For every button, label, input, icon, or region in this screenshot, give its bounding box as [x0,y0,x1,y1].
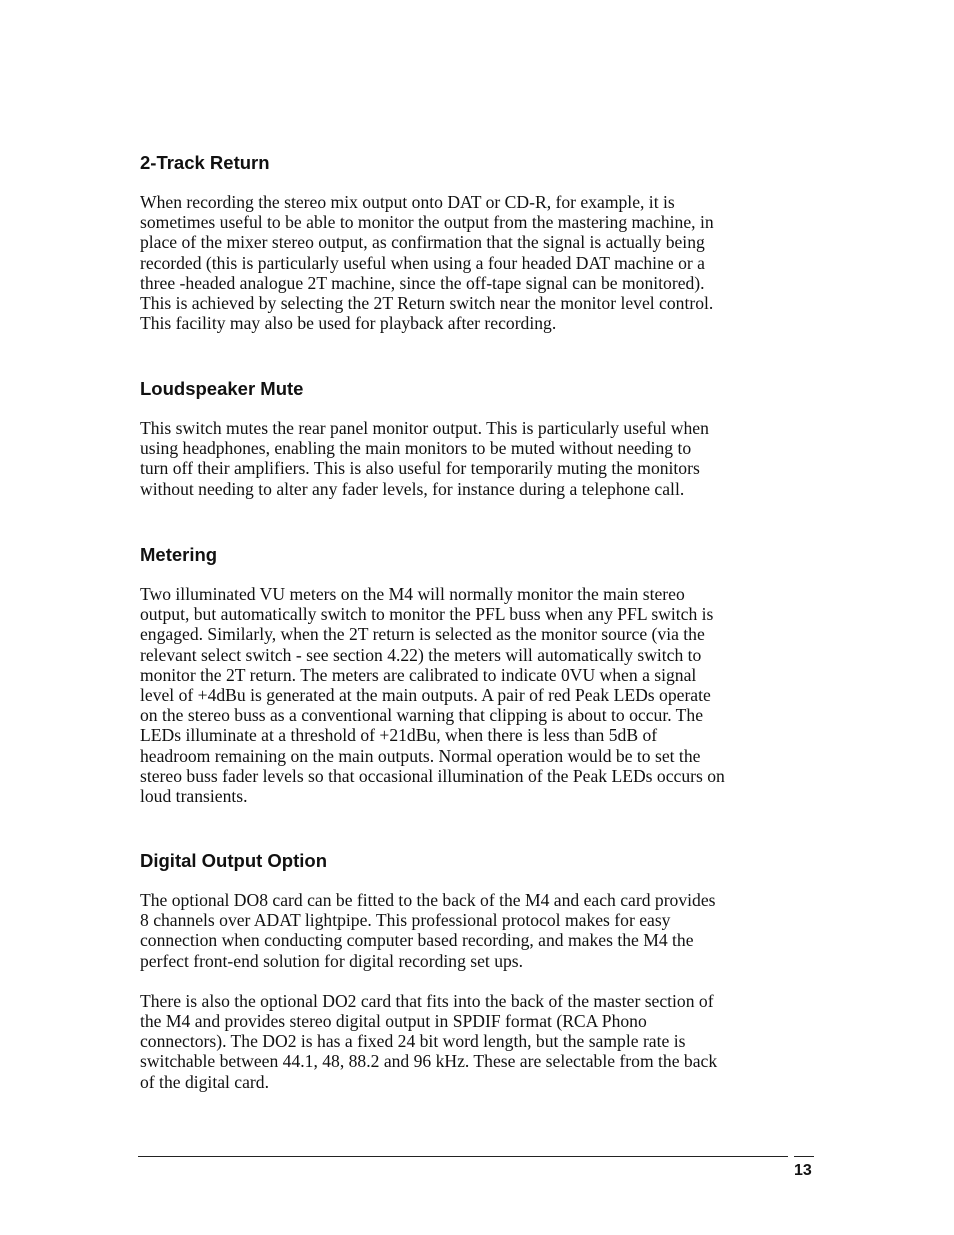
section-loudspeaker-mute [140,378,820,499]
section-2-track-return [140,152,820,333]
section-heading: Metering [140,544,218,565]
section-paragraph: The optional DO8 card can be fitted to the back of the M4 and each card provides 8 channels over ADAT lightpipe. This professional protocol makes for easy connection when conducting computer based recording, and makes the M4 the perfect front-end solution for digital recording set ups. [140,890,716,971]
section-metering [140,544,820,806]
section-paragraph: Two illuminated VU meters on the M4 will normally monitor the main stereo output, but automatically switch to monitor the PFL buss when any PFL switch is engaged. Similarly, when the 2T return is selected as the monitor source (via the relevant select switch - see section 4.22) the meters will automatically switch to monitor the 2T return. The meters are calibrated to indicate 0VU when a signal level of +4dBu is generated at the main outputs. A pair of red Peak LEDs operate on the stereo buss as a conventional warning that clipping is about to occur. The LEDs illuminate at a threshold of +21dBu, when there is less than 5dB of headroom remaining on the main outputs. Normal operation would be to set the stereo buss fader levels so that occasional illumination of the Peak LEDs occurs on loud transients. [140,584,725,807]
section-heading: Loudspeaker Mute [140,378,304,399]
footer-rule [138,1156,788,1157]
section-heading: 2-Track Return [140,152,270,173]
section-digital-output-option [140,850,820,1092]
section-paragraph: There is also the optional DO2 card that fits into the back of the master section of the M4 and provides stereo digital output in SPDIF format (RCA Phono connectors). The DO2 is has a fixed 24 bit word length, but the sample rate is switchable between 44.1, 48, 88.2 and 96 kHz. These are selectable from the back of the digital card. [140,990,718,1092]
page-number-box [794,1156,814,1178]
section-heading: Digital Output Option [140,850,328,871]
page-number: 13 [794,1162,812,1178]
section-paragraph: When recording the stereo mix output onto DAT or CD-R, for example, it is sometimes useful to be able to monitor the output from the mastering machine, in place of the mixer stereo output, as confirmation that the signal is actually being recorded (this is particularly useful when using a four headed DAT machine or a three -headed analogue 2T machine, since the off-tape signal can be monitored). This is achieved by selecting the 2T Return switch near the monitor level control. This facility may also be used for playback after recording. [140,192,714,334]
page-number-rule [794,1156,814,1157]
section-paragraph: This switch mutes the rear panel monitor output. This is particularly useful when using headphones, enabling the main monitors to be muted without needing to turn off their amplifiers. This is also useful for temporarily muting the monitors without needing to alter any fader levels, for instance during a telephone call. [140,418,709,499]
